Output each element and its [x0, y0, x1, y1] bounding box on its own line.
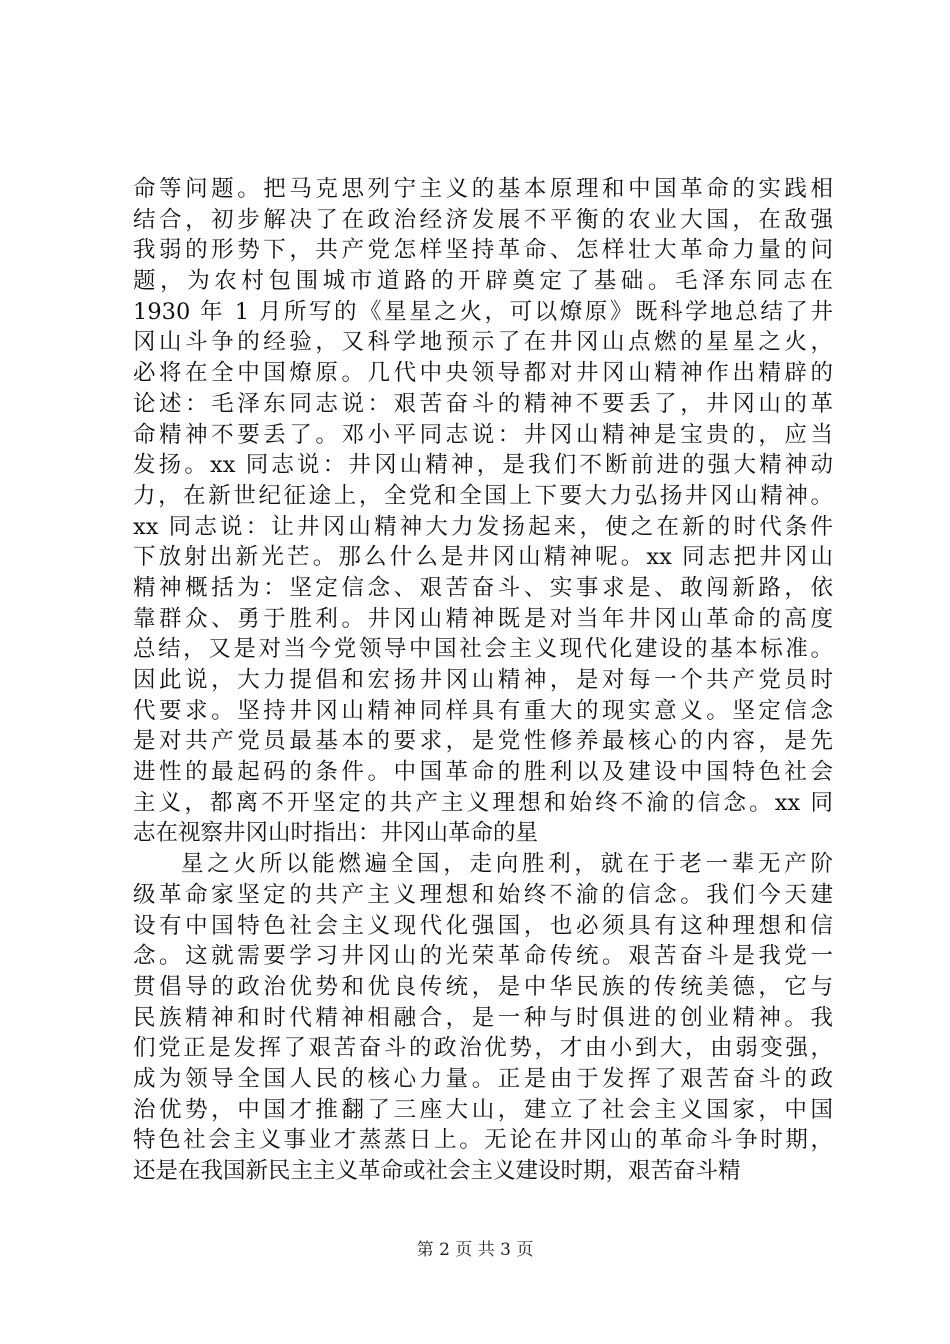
text-line: 是对共产党员最基本的要求，是党性修养最核心的内容，是先	[133, 728, 833, 755]
text-line: 治优势，中国才推翻了三座大山，建立了社会主义国家，中国	[133, 1096, 833, 1123]
text-line: 总结，又是对当今党领导中国社会主义现代化建设的基本标准。	[133, 636, 833, 663]
document-body	[133, 174, 833, 1187]
text-line: 民族精神和时代精神相融合，是一种与时俱进的创业精神。我	[133, 1004, 833, 1031]
text-line: 星之火所以能燃遍全国，走向胜利，就在于老一辈无产阶	[181, 851, 833, 878]
paragraph	[133, 174, 833, 849]
text-line: 题，为农村包围城市道路的开辟奠定了基础。毛泽东同志在	[133, 268, 833, 295]
text-line: 设有中国特色社会主义现代化强国，也必须具有这种理想和信	[133, 912, 833, 939]
text-line: 还是在我国新民主主义革命或社会主义建设时期，艰苦奋斗精	[133, 1158, 741, 1184]
text-line: 1930 年 1 月所写的《星星之火，可以燎原》既科学地总结了井	[133, 298, 833, 325]
text-line: 结合，初步解决了在政治经济发展不平衡的农业大国，在敌强	[133, 206, 833, 233]
text-line: 冈山斗争的经验，又科学地预示了在井冈山点燃的星星之火，	[133, 329, 833, 356]
text-line: 命精神不要丢了。邓小平同志说：井冈山精神是宝贵的，应当	[133, 421, 833, 448]
text-line: 必将在全中国燎原。几代中央领导都对井冈山精神作出精辟的	[133, 360, 833, 387]
text-line: 贯倡导的政治优势和优良传统，是中华民族的传统美德，它与	[133, 973, 833, 1000]
text-line: 精神概括为：坚定信念、艰苦奋斗、实事求是、敢闯新路，依	[133, 574, 833, 601]
text-line: 们党正是发挥了艰苦奋斗的政治优势，才由小到大，由弱变强，	[133, 1035, 833, 1062]
text-line: 下放射出新光芒。那么什么是井冈山精神呢。xx 同志把井冈山	[133, 544, 833, 571]
text-line: xx 同志说：让井冈山精神大力发扬起来，使之在新的时代条件	[133, 513, 833, 540]
text-line: 念。这就需要学习井冈山的光荣革命传统。艰苦奋斗是我党一	[133, 943, 833, 970]
text-line: 我弱的形势下，共产党怎样坚持革命、怎样壮大革命力量的问	[133, 237, 833, 264]
page-number: 第 2 页 共 3 页	[416, 1240, 534, 1260]
text-line: 论述：毛泽东同志说：艰苦奋斗的精神不要丢了，井冈山的革	[133, 390, 833, 417]
text-line: 靠群众、勇于胜利。井冈山精神既是对当年井冈山革命的高度	[133, 605, 833, 632]
document-text	[133, 174, 833, 1187]
text-line: 代要求。坚持井冈山精神同样具有重大的现实意义。坚定信念	[133, 697, 833, 724]
text-line: 志在视察井冈山时指出：井冈山革命的星	[133, 820, 539, 847]
text-line: 主义，都离不开坚定的共产主义理想和始终不渝的信念。xx 同	[133, 789, 833, 816]
text-line: 力，在新世纪征途上，全党和全国上下要大力弘扬井冈山精神。	[133, 482, 833, 509]
text-line: 进性的最起码的条件。中国革命的胜利以及建设中国特色社会	[133, 759, 833, 786]
text-line: 级革命家坚定的共产主义理想和始终不渝的信念。我们今天建	[133, 881, 833, 908]
page-footer	[0, 1238, 950, 1262]
text-line: 命等问题。把马克思列宁主义的基本原理和中国革命的实践相	[133, 176, 833, 202]
text-line: 特色社会主义事业才蒸蒸日上。无论在井冈山的革命斗争时期，	[133, 1127, 833, 1154]
text-line: 发扬。xx 同志说：井冈山精神，是我们不断前进的强大精神动	[133, 452, 833, 479]
text-line: 成为领导全国人民的核心力量。正是由于发挥了艰苦奋斗的政	[133, 1065, 833, 1092]
paragraph	[133, 849, 833, 1187]
text-line: 因此说，大力提倡和宏扬井冈山精神，是对每一个共产党员时	[133, 667, 833, 693]
